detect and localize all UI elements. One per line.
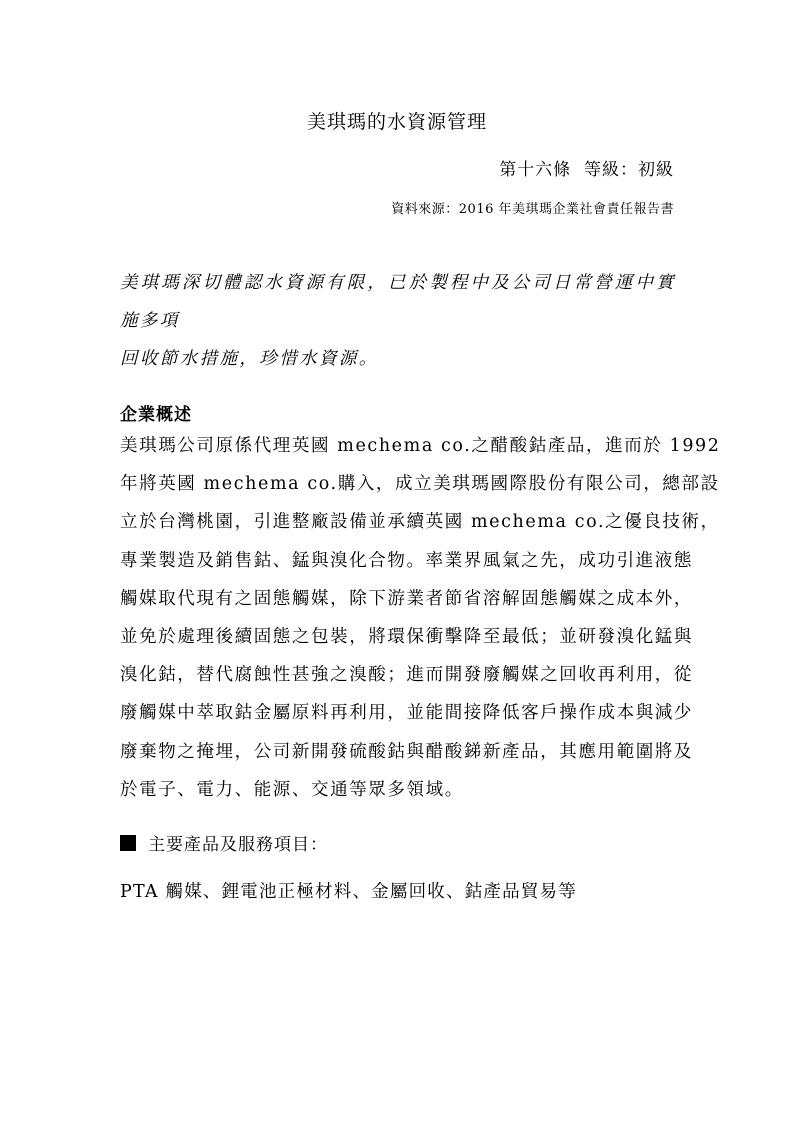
- intro-line: 回收節水措施，珍惜水資源。: [120, 349, 379, 369]
- overview-line: 於電子、電力、能源、交通等眾多領域。: [120, 779, 464, 800]
- article-grade: 第十六條 等級：初級: [499, 160, 674, 180]
- overview-line: 並免於處理後續固態之包裝，將環保衝擊降至最低；並研發溴化錳與: [120, 627, 693, 648]
- overview-line: 廢棄物之掩埋，公司新開發硫酸鈷與醋酸銻新產品，其應用範圍將及: [120, 741, 693, 762]
- overview-line: 觸媒取代現有之固態觸媒，除下游業者節省溶解固態觸媒之成本外，: [120, 588, 693, 609]
- intro-paragraph: [120, 264, 676, 378]
- overview-line: 立於台灣桃園，引進整廠設備並承續英國 mechema co.之優良技術，: [120, 512, 720, 533]
- overview-line: 美琪瑪公司原係代理英國 mechema co.之醋酸鈷產品，進而於 1992: [120, 436, 721, 456]
- products-heading-row: [120, 830, 328, 855]
- intro-line: 美琪瑪深切體認水資源有限，已於製程中及公司日常營運中實施多項: [120, 273, 676, 331]
- overview-line: 溴化鈷，替代腐蝕性甚強之溴酸；進而開發廢觸媒之回收再利用，從: [120, 665, 693, 686]
- products-heading: 主要產品及服務項目：: [148, 835, 328, 855]
- square-bullet-icon: [120, 835, 136, 851]
- products-list: PTA 觸媒、鋰電池正極材料、金屬回收、鈷產品貿易等: [120, 882, 577, 902]
- overview-line: 年將英國 mechema co.購入，成立美琪瑪國際股份有限公司，總部設: [120, 474, 720, 495]
- overview-line: 廢觸媒中萃取鈷金屬原料再利用，並能間接降低客戶操作成本與減少: [120, 703, 693, 724]
- document-title: 美琪瑪的水資源管理: [306, 111, 487, 133]
- overview-paragraph: [120, 427, 721, 809]
- source-note: 資料來源：2016 年美琪瑪企業社會責任報告書: [391, 202, 674, 217]
- overview-heading: 企業概述: [120, 405, 192, 425]
- overview-line: 專業製造及銷售鈷、錳與溴化合物。率業界風氣之先，成功引進液態: [120, 550, 693, 571]
